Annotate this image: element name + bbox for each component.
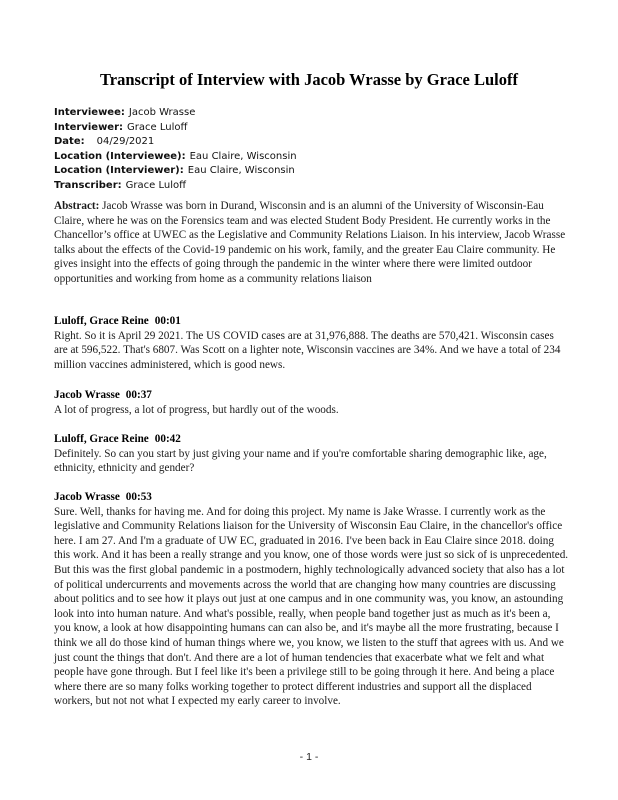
metadata-location-interviewer bbox=[54, 164, 574, 179]
metadata-interviewee bbox=[54, 106, 574, 121]
timestamp: 00:53 bbox=[125, 491, 152, 503]
metadata-value: Grace Luloff bbox=[125, 179, 186, 191]
abstract-text: Jacob Wrasse was born in Durand, Wisconsin and is an alumni of the University of Wisconsin-Eau Claire, where he was on the Forensics team and was elected Student Body President. He currently works in the Chancellor’s office at UWEC as the Legislative and Community Relations Liaison. In his interview, Jacob Wrasse talks about the effects of the Covid-19 pandemic on his work, family, and the greater Eau Claire community. He gives insight into the effects of going through the pandemic in the winter where there were limited outdoor opportunities and working from home as a community relations liaison bbox=[54, 200, 566, 285]
utterance-text: Right. So it is April 29 2021. The US COVID cases are at 31,976,888. The deaths are 570,421. Wisconsin cases are at 596,522. That's 6807. Was Scott on a lighter note, Wisconsin vaccines are 34%. And we have a total of 234 million vaccines administered, which is good news. bbox=[54, 329, 561, 371]
timestamp: 00:37 bbox=[125, 389, 152, 401]
metadata-label: Date: bbox=[54, 136, 85, 148]
speaker-name: Jacob Wrasse bbox=[54, 389, 120, 401]
speaker-heading bbox=[54, 432, 569, 447]
page-number: - 1 - bbox=[299, 751, 319, 763]
speaker-heading bbox=[54, 388, 569, 403]
metadata-label: Interviewee: bbox=[54, 107, 125, 118]
metadata-value: 04/29/2021 bbox=[96, 136, 155, 148]
transcript-entry bbox=[54, 388, 569, 417]
metadata-date bbox=[54, 135, 574, 150]
transcript-entry bbox=[54, 432, 569, 476]
utterance-text: Definitely. So can you start by just giving your name and if you're comfortable sharing demographic like, age, ethnicity, ethnicity and gender? bbox=[54, 447, 547, 475]
speaker-heading bbox=[54, 314, 569, 329]
utterance-text: Sure. Well, thanks for having me. And for doing this project. My name is Jake Wrasse. I currently work as the legislative and Community Relations liaison for the University of Wisconsin Eau Claire, in the chancellor's office here. I am 27. And I'm a graduate of UW EC, graduated in 2016. I've been back in Eau Claire since 2018. doing this work. And it has been a really strange and you know, one of those words were just so sick of is unprecedented. But this was the first global pandemic in a postmodern, highly technologically advanced society that also has a lot of political undercurrents and movements across the world that are changing how many countries are discussing about politics and to see how it plays out just at one campus and in one community was, you know, an astounding look into into human nature. And what's possible, really, when people band together just as much as it's been a, you know, a look at how disappointing humans can can also be, and it's maybe all the more frustrating, because I think we all do those kind of human things where we, you know, we listen to the stuff that agrees with us. And we just count the things that don't. And there are a lot of human tendencies that exacerbate what we felt and what people have gone through. But I feel like it's been a privilege still to be going through it here. And being a place where there are so many folks working together to protect different industries and support all the displaced workers, but not not what I expected my early career to involve. bbox=[54, 505, 569, 708]
metadata-location-interviewee bbox=[54, 150, 574, 165]
metadata-value: Grace Luloff bbox=[127, 121, 188, 133]
abstract bbox=[54, 199, 569, 287]
metadata-label: Interviewer: bbox=[54, 121, 124, 133]
metadata-interviewer bbox=[54, 121, 574, 136]
metadata-label: Transcriber: bbox=[54, 179, 122, 191]
transcript-entry bbox=[54, 314, 569, 372]
timestamp: 00:42 bbox=[154, 433, 181, 445]
timestamp: 00:01 bbox=[154, 315, 181, 327]
interview-metadata bbox=[54, 106, 574, 194]
metadata-value: Eau Claire, Wisconsin bbox=[187, 165, 295, 177]
metadata-label: Location (Interviewer): bbox=[54, 165, 184, 177]
speaker-name: Jacob Wrasse bbox=[54, 491, 120, 503]
metadata-transcriber bbox=[54, 179, 574, 194]
document-title: Transcript of Interview with Jacob Wrasse by Grace Luloff bbox=[100, 70, 518, 89]
utterance-text: A lot of progress, a lot of progress, but hardly out of the woods. bbox=[54, 403, 339, 416]
metadata-value: Eau Claire, Wisconsin bbox=[189, 150, 297, 162]
speaker-name: Luloff, Grace Reine bbox=[54, 315, 149, 327]
speaker-name: Luloff, Grace Reine bbox=[54, 433, 149, 445]
abstract-label: Abstract: bbox=[54, 200, 100, 212]
metadata-value: Jacob Wrasse bbox=[128, 107, 196, 118]
transcript-entry bbox=[54, 490, 569, 709]
speaker-heading bbox=[54, 490, 569, 505]
metadata-label: Location (Interviewee): bbox=[54, 150, 186, 162]
